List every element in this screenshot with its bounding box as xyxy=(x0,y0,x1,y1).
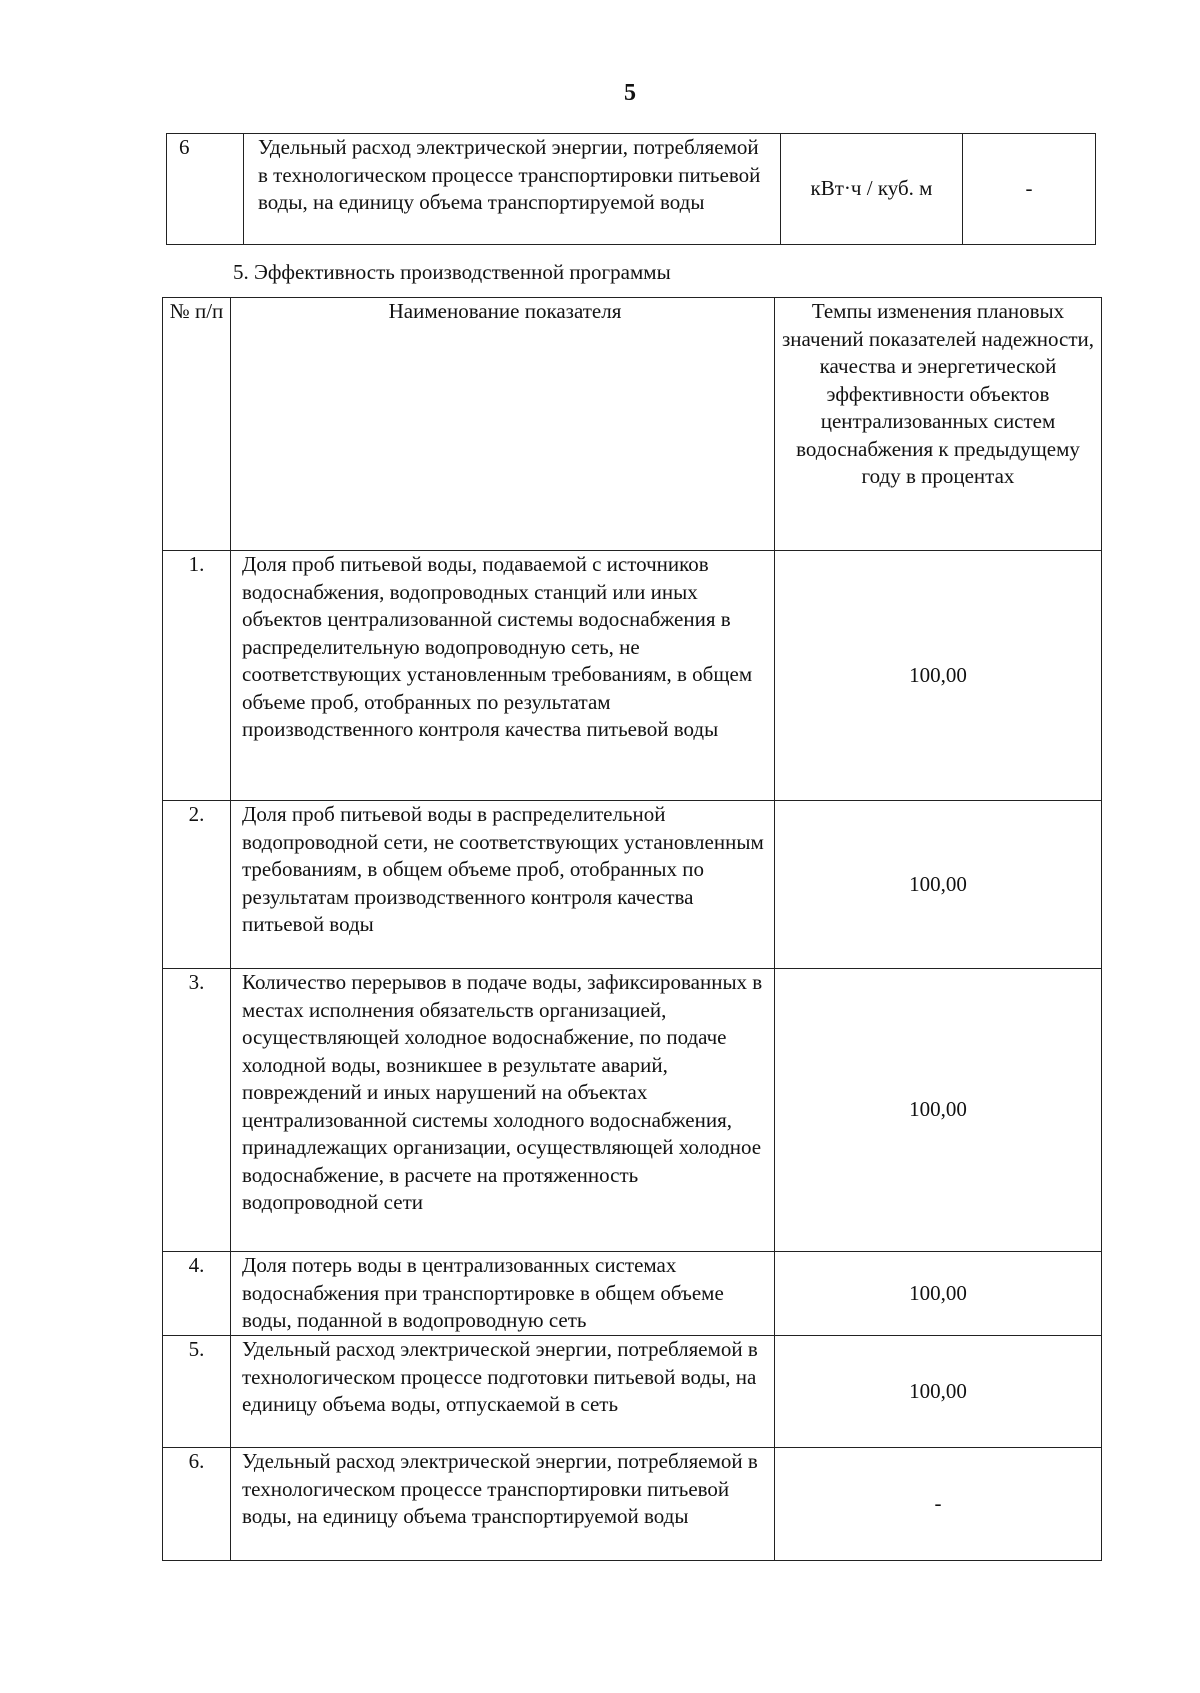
table-row xyxy=(167,134,1096,245)
indicator-name: Доля проб питьевой воды, подаваемой с источников водоснабжения, водопроводных станций или иных объектов централизованной системы водоснабжения в распределительную водопроводную сеть, не соответствующих установленным требованиям, в общем объеме проб, отобранных по результатам производственного контроля качества питьевой воды xyxy=(231,551,775,801)
row-number: 2. xyxy=(163,801,231,969)
continuation-table xyxy=(166,133,1096,245)
value-cell: 100,00 xyxy=(775,801,1102,969)
indicator-name: Количество перерывов в подаче воды, зафиксированных в местах исполнения обязательств организацией, осуществляющей холодное водоснабжение, по подаче холодной воды, возникшее в результате аварий, повреждений и иных нарушений на объектах централизованной системы холодного водоснабжения, принадлежащих организации, осуществляющей холодное водоснабжение, в расчете на протяженность водопроводной сети xyxy=(231,969,775,1252)
indicator-name: Доля потерь воды в централизованных системах водоснабжения при транспортировке в общем объеме воды, поданной в водопроводную сеть xyxy=(231,1252,775,1336)
indicator-name: Доля проб питьевой воды в распределительной водопроводной сети, не соответствующих установленным требованиям, в общем объеме проб, отобранных по результатам производственного контроля качества питьевой воды xyxy=(231,801,775,969)
table-row xyxy=(163,1252,1102,1336)
row-number: 1. xyxy=(163,551,231,801)
value-cell: 100,00 xyxy=(775,1336,1102,1448)
row-number: 3. xyxy=(163,969,231,1252)
value-cell: - xyxy=(963,134,1096,245)
page-number: 5 xyxy=(624,80,636,106)
section-title: 5. Эффективность производственной программы xyxy=(233,260,671,284)
table-row xyxy=(163,1448,1102,1561)
row-number: 4. xyxy=(163,1252,231,1336)
row-number: 6. xyxy=(163,1448,231,1561)
unit-cell: кВт·ч / куб. м xyxy=(781,134,963,245)
table-row xyxy=(163,551,1102,801)
row-number: 6 xyxy=(167,134,244,245)
table-row xyxy=(163,1336,1102,1448)
header-value: Темпы изменения плановых значений показателей надежности, качества и энергетической эффективности объектов централизованных систем водоснабжения к предыдущему году в процентах xyxy=(775,298,1102,551)
indicator-name: Удельный расход электрической энергии, потребляемой в технологическом процессе транспортировки питьевой воды, на единицу объема транспортируемой воды xyxy=(231,1448,775,1561)
table-row xyxy=(163,801,1102,969)
value-cell: 100,00 xyxy=(775,969,1102,1252)
header-name: Наименование показателя xyxy=(231,298,775,551)
value-cell: - xyxy=(775,1448,1102,1561)
indicator-name: Удельный расход электрической энергии, потребляемой в технологическом процессе транспортировки питьевой воды, на единицу объема транспортируемой воды xyxy=(244,134,781,245)
header-num: № п/п xyxy=(163,298,231,551)
table-row xyxy=(163,969,1102,1252)
table-header-row xyxy=(163,298,1102,551)
row-number: 5. xyxy=(163,1336,231,1448)
value-cell: 100,00 xyxy=(775,1252,1102,1336)
value-cell: 100,00 xyxy=(775,551,1102,801)
indicator-name: Удельный расход электрической энергии, потребляемой в технологическом процессе подготовки питьевой воды, на единицу объема воды, отпускаемой в сеть xyxy=(231,1336,775,1448)
efficiency-table xyxy=(162,297,1102,1561)
